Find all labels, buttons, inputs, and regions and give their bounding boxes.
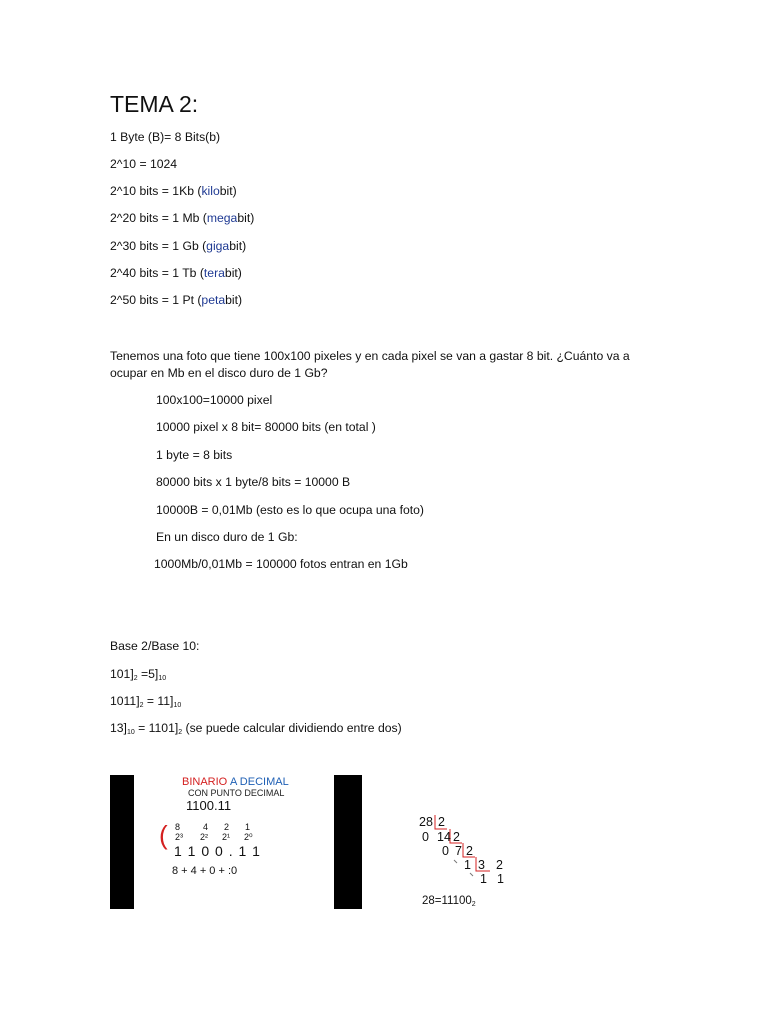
image-title-decimal: A DECIMAL [230, 776, 289, 788]
conversion-part: 10 [173, 702, 182, 709]
power: 2³ [175, 832, 184, 842]
unit-prefix: tera [203, 266, 225, 280]
division-image [415, 812, 525, 912]
unit-text: 2^30 bits = 1 Gb ( [110, 239, 207, 253]
conversion-part: 10 [158, 675, 167, 682]
unit-prefix: mega [206, 211, 238, 225]
remainder: 1 [464, 858, 471, 872]
unit-suffix: bit) [219, 184, 237, 198]
unit-prefix: giga [206, 239, 230, 253]
page-title: TEMA 2: [110, 91, 199, 117]
solution-step: En un disco duro de 1 Gb: [156, 530, 298, 544]
quotient: 3 [478, 858, 485, 872]
remainder: 1 [480, 872, 487, 886]
image-title-binario: BINARIO [182, 776, 228, 788]
conversion-part: = 1101] [134, 721, 179, 735]
quotient: 14 [437, 830, 451, 844]
solution-step: 10000B = 0,01Mb (esto es lo que ocupa una foto) [156, 503, 424, 517]
unit-suffix: bit) [229, 239, 247, 253]
unit-line [110, 266, 242, 281]
image-panel [134, 775, 334, 909]
solution-step: 1 byte = 8 bits [156, 448, 233, 462]
unit-line [110, 293, 242, 308]
unit-text: 2^10 bits = 1Kb ( [110, 184, 202, 198]
divisor: 2 [453, 830, 460, 844]
conversion-line [110, 721, 402, 736]
sum-expression: 8 + 4 + 0 + :0 [172, 865, 238, 877]
unit-text: 2^40 bits = 1 Tb ( [110, 266, 204, 280]
unit-text: 2^10 = 1024 [110, 157, 178, 171]
divisor: 2 [466, 844, 473, 858]
solution-step: 10000 pixel x 8 bit= 80000 bits (en total ) [156, 420, 376, 434]
weight: 1 [245, 822, 251, 832]
conversion-part: =5] [137, 667, 159, 681]
quotient: 1 [497, 872, 504, 886]
conversion-part: 1011] [110, 694, 140, 708]
power: 2¹ [222, 832, 231, 842]
conversion-part: (se puede calcular dividiendo entre dos) [182, 721, 402, 735]
unit-line [110, 157, 177, 172]
divisor: 2 [496, 858, 503, 872]
conversion-part: 2 [139, 702, 144, 709]
unit-prefix: peta [201, 293, 226, 307]
remainder: 0 [422, 830, 429, 844]
solution-step: 100x100=10000 pixel [156, 393, 273, 407]
conversion-part: 13] [110, 721, 127, 735]
weight: 2 [224, 822, 230, 832]
unit-text: 1 Byte (B)= 8 Bits(b) [110, 130, 221, 144]
binario-decimal-image [110, 775, 362, 909]
solution-step: 80000 bits x 1 byte/8 bits = 10000 B [156, 475, 351, 489]
conversion-line [110, 667, 166, 682]
conversion-part: 101] [110, 667, 134, 681]
unit-text: 2^50 bits = 1 Pt ( [110, 293, 202, 307]
conversion-line [110, 694, 181, 709]
solution-step: 1000Mb/0,01Mb = 100000 fotos entran en 1Gb [154, 557, 408, 571]
image-number: 1100.11 [186, 798, 232, 813]
image-subtitle: CON PUNTO DECIMAL [188, 788, 285, 798]
problem-statement: Tenemos una foto que tiene 100x100 pixeles y en cada pixel se van a gastar 8 bit. ¿Cuánto va a ocupar en Mb en el disco duro de 1 Gb? [110, 349, 630, 380]
base-heading: Base 2/Base 10: [110, 639, 200, 653]
divisor: 2 [438, 815, 445, 829]
unit-line [110, 184, 237, 199]
quotient: 7 [455, 844, 462, 858]
remainder: 0 [442, 844, 449, 858]
unit-suffix: bit) [224, 266, 242, 280]
unit-prefix: kilo [201, 184, 220, 198]
power: 2² [200, 832, 209, 842]
conversion-part: 2 [133, 675, 138, 682]
unit-text: 2^20 bits = 1 Mb ( [110, 211, 207, 225]
binary-digits: 1 1 0 0 . 1 1 [174, 843, 261, 859]
division-result: $28=11100_2$ [422, 895, 476, 908]
power: 2⁰ [244, 832, 253, 842]
conversion-part: 2 [178, 729, 183, 736]
unit-line [110, 211, 254, 226]
conversion-part: = 11] [143, 694, 174, 708]
red-bracket-icon: ( [159, 820, 168, 850]
unit-line [110, 130, 220, 145]
weight: 8 [175, 822, 181, 832]
unit-line [110, 239, 246, 254]
dividend: 28 [419, 815, 433, 829]
unit-suffix: bit) [237, 211, 255, 225]
weight: 4 [203, 822, 209, 832]
unit-suffix: bit) [225, 293, 243, 307]
conversion-part: 10 [126, 729, 135, 736]
